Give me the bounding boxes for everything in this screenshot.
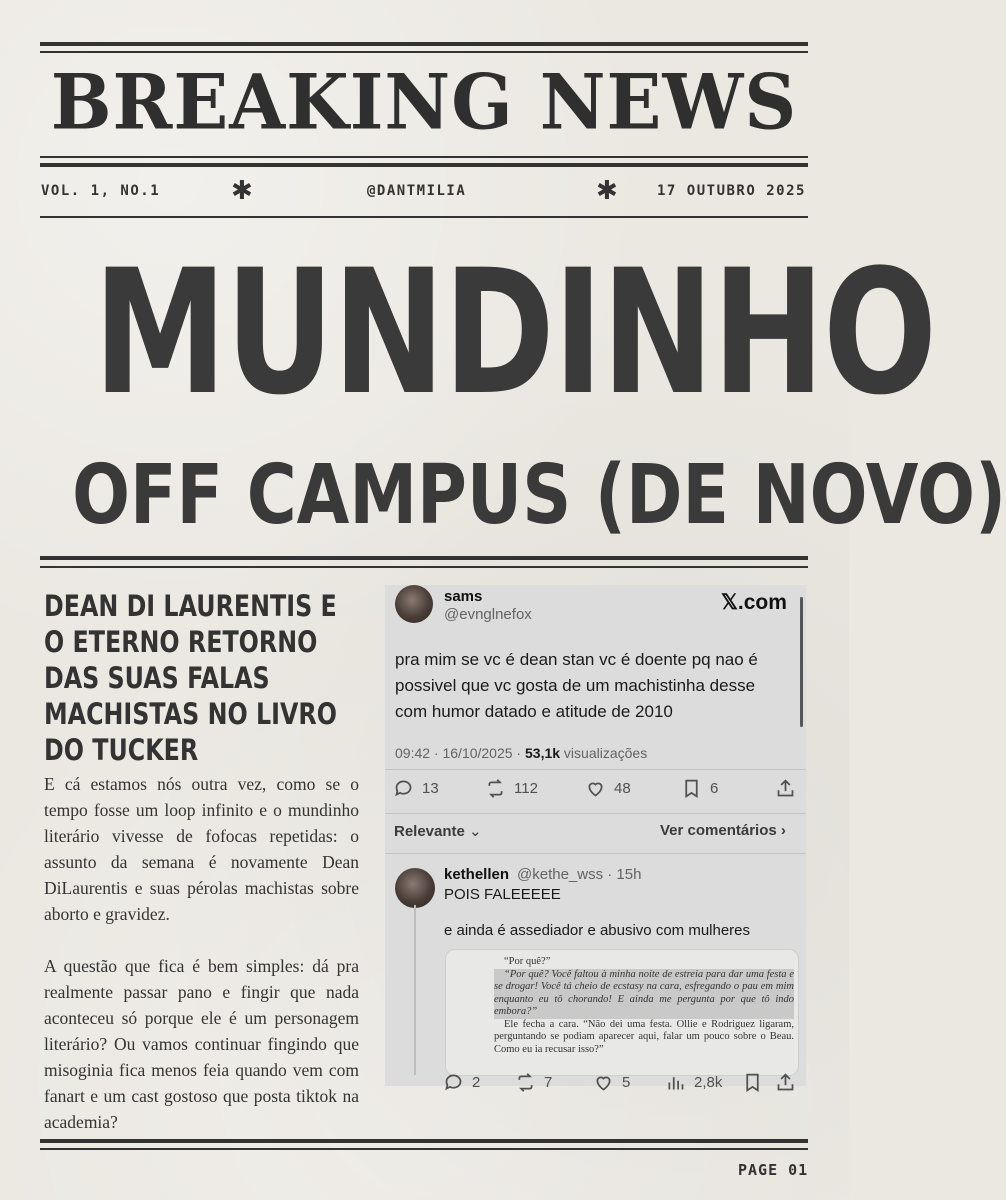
article-title [44,588,356,768]
chevron-right-icon: › [780,822,786,839]
reply-bookmark-button[interactable] [742,1072,763,1093]
volume-label: VOL. 1, NO.1 [41,183,161,199]
tweet-date: 09:42 · 16/10/2025 · [395,745,525,761]
reply-line-1: POIS FALEEEEE [444,886,561,903]
masthead-rule-thick [40,163,808,167]
asterisk-icon: ✱ [231,176,253,206]
like-button[interactable] [585,778,631,799]
reply-views-button[interactable] [665,1072,722,1093]
headline-sub: OFF CAMPUS (DE NOVO) [72,448,1006,543]
bookmark-icon [742,1072,763,1093]
bar-chart-icon [665,1072,686,1093]
heart-icon [585,778,606,799]
tweet-views-label: visualizações [560,745,648,761]
divider [385,769,806,770]
tweet-author-name[interactable]: sams [444,588,483,605]
quoted-book-excerpt[interactable] [445,949,799,1076]
thread-line [414,905,416,1075]
asterisk-icon: ✱ [596,176,618,206]
reply-line-2: e ainda é assediador e abusivo com mulheres [444,922,751,939]
bookmark-count: 6 [710,780,719,797]
excerpt-line-highlighted: “Por quê? Você faltou à minha noite de estreia para dar uma festa e se drogar! Você tá cheio de ecstasy na cara, esfregando o pau em mim enquanto eu tô chorando! E ainda me pergunta por que tô indo embora?” [494,968,794,1017]
top-rule-thin [40,51,808,53]
reply-repost-count: 7 [544,1074,553,1091]
bottom-rule-thin [40,1148,808,1150]
article-paragraph: E cá estamos nós outra vez, como se o tempo fosse um loop infinito e o mundinho literário vivesse de fofocas repetidas: o assunto da semana é novamente Dean DiLaurentis e suas pérolas machistas sobre aborto e gravidez. [44,774,359,924]
tweet-author-handle[interactable]: @evnglnefox [444,606,532,623]
top-rule-thick [40,42,808,46]
reply-reply-count: 2 [472,1074,481,1091]
heart-icon [593,1072,614,1093]
reply-share-button[interactable] [775,1072,796,1093]
masthead-rule-thin [40,156,808,158]
article-title-line: DEAN DI LAURENTIS E [44,589,337,623]
share-icon [775,1072,796,1093]
page-number: PAGE 01 [738,1161,809,1179]
reply-like-button[interactable] [593,1072,630,1093]
x-logo: 𝕏.com [721,591,787,614]
bottom-rule-thick [40,1139,808,1143]
tweet-text: pra mim se vc é dean stan vc é doente pq nao é possivel que vc gosta de um machistinha desse com humor datado e atitude de 2010 [395,650,758,721]
reply-button[interactable] [393,778,439,799]
divider [385,813,806,814]
article-title-line: O ETERNO RETORNO [44,625,318,659]
repost-icon [485,778,506,799]
share-button[interactable] [775,778,796,799]
reply-avatar[interactable] [395,868,435,908]
reply-views-count: 2,8k [694,1074,723,1091]
tweet-views-count: 53,1k [525,745,561,761]
article-title-line: DAS SUAS FALAS [44,661,270,695]
article-title-line: MACHISTAS NO LIVRO [44,697,337,731]
repost-icon [515,1072,536,1093]
bookmark-icon [681,778,702,799]
reply-repost-button[interactable] [515,1072,552,1093]
bookmark-button[interactable] [681,778,718,799]
handle-label: @DANTMILIA [367,183,467,199]
tweet-screenshot [385,585,806,1091]
view-comments-label: Ver comentários [660,822,777,839]
headline-rule-thin [40,566,808,568]
tweet-timestamp [395,745,647,761]
sort-dropdown[interactable] [394,822,482,840]
headline-main: MUNDINHO [93,232,936,433]
chevron-down-icon: ⌄ [469,823,482,840]
reply-author-handle[interactable]: @kethe_wss · 15h [517,866,642,883]
reply-reply-button[interactable] [443,1072,480,1093]
comment-icon [393,778,414,799]
masthead-title: BREAKING NEWS [50,56,798,147]
book-excerpt-text [494,956,794,1056]
article-paragraph: A questão que fica é bem simples: dá pra realmente passar pano e fingir que nada aconteceu só porque ele é um personagem literário? Ou vamos continuar fingindo que misoginia fica menos feia quando vem com fanart e um cast gostoso que posta tiktok na academia? [44,956,359,1132]
excerpt-line: Ele fecha a cara. “Não dei uma festa. Ollie e Rodriguez ligaram, perguntando se podiam aparecer aqui, falar um pouco sobre o Beau. Como eu ia recusar isso?” [494,1018,794,1055]
repost-count: 112 [514,780,538,797]
reply-like-count: 5 [622,1074,631,1091]
issue-date: 17 OUTUBRO 2025 [657,183,806,199]
view-comments-link[interactable] [660,822,786,839]
divider [385,853,806,854]
like-count: 48 [614,780,631,797]
reply-count: 13 [422,780,439,797]
avatar[interactable] [395,585,433,623]
comment-icon [443,1072,464,1093]
share-icon [775,778,796,799]
headline-rule-thick [40,556,808,560]
article-body [44,771,359,1161]
repost-button[interactable] [485,778,538,799]
article-title-line: DO TUCKER [44,733,199,767]
scrollbar[interactable] [800,597,803,727]
sort-label: Relevante [394,823,465,840]
reply-author-name[interactable]: kethellen [444,866,510,883]
excerpt-line: “Por quê?” [504,956,551,967]
